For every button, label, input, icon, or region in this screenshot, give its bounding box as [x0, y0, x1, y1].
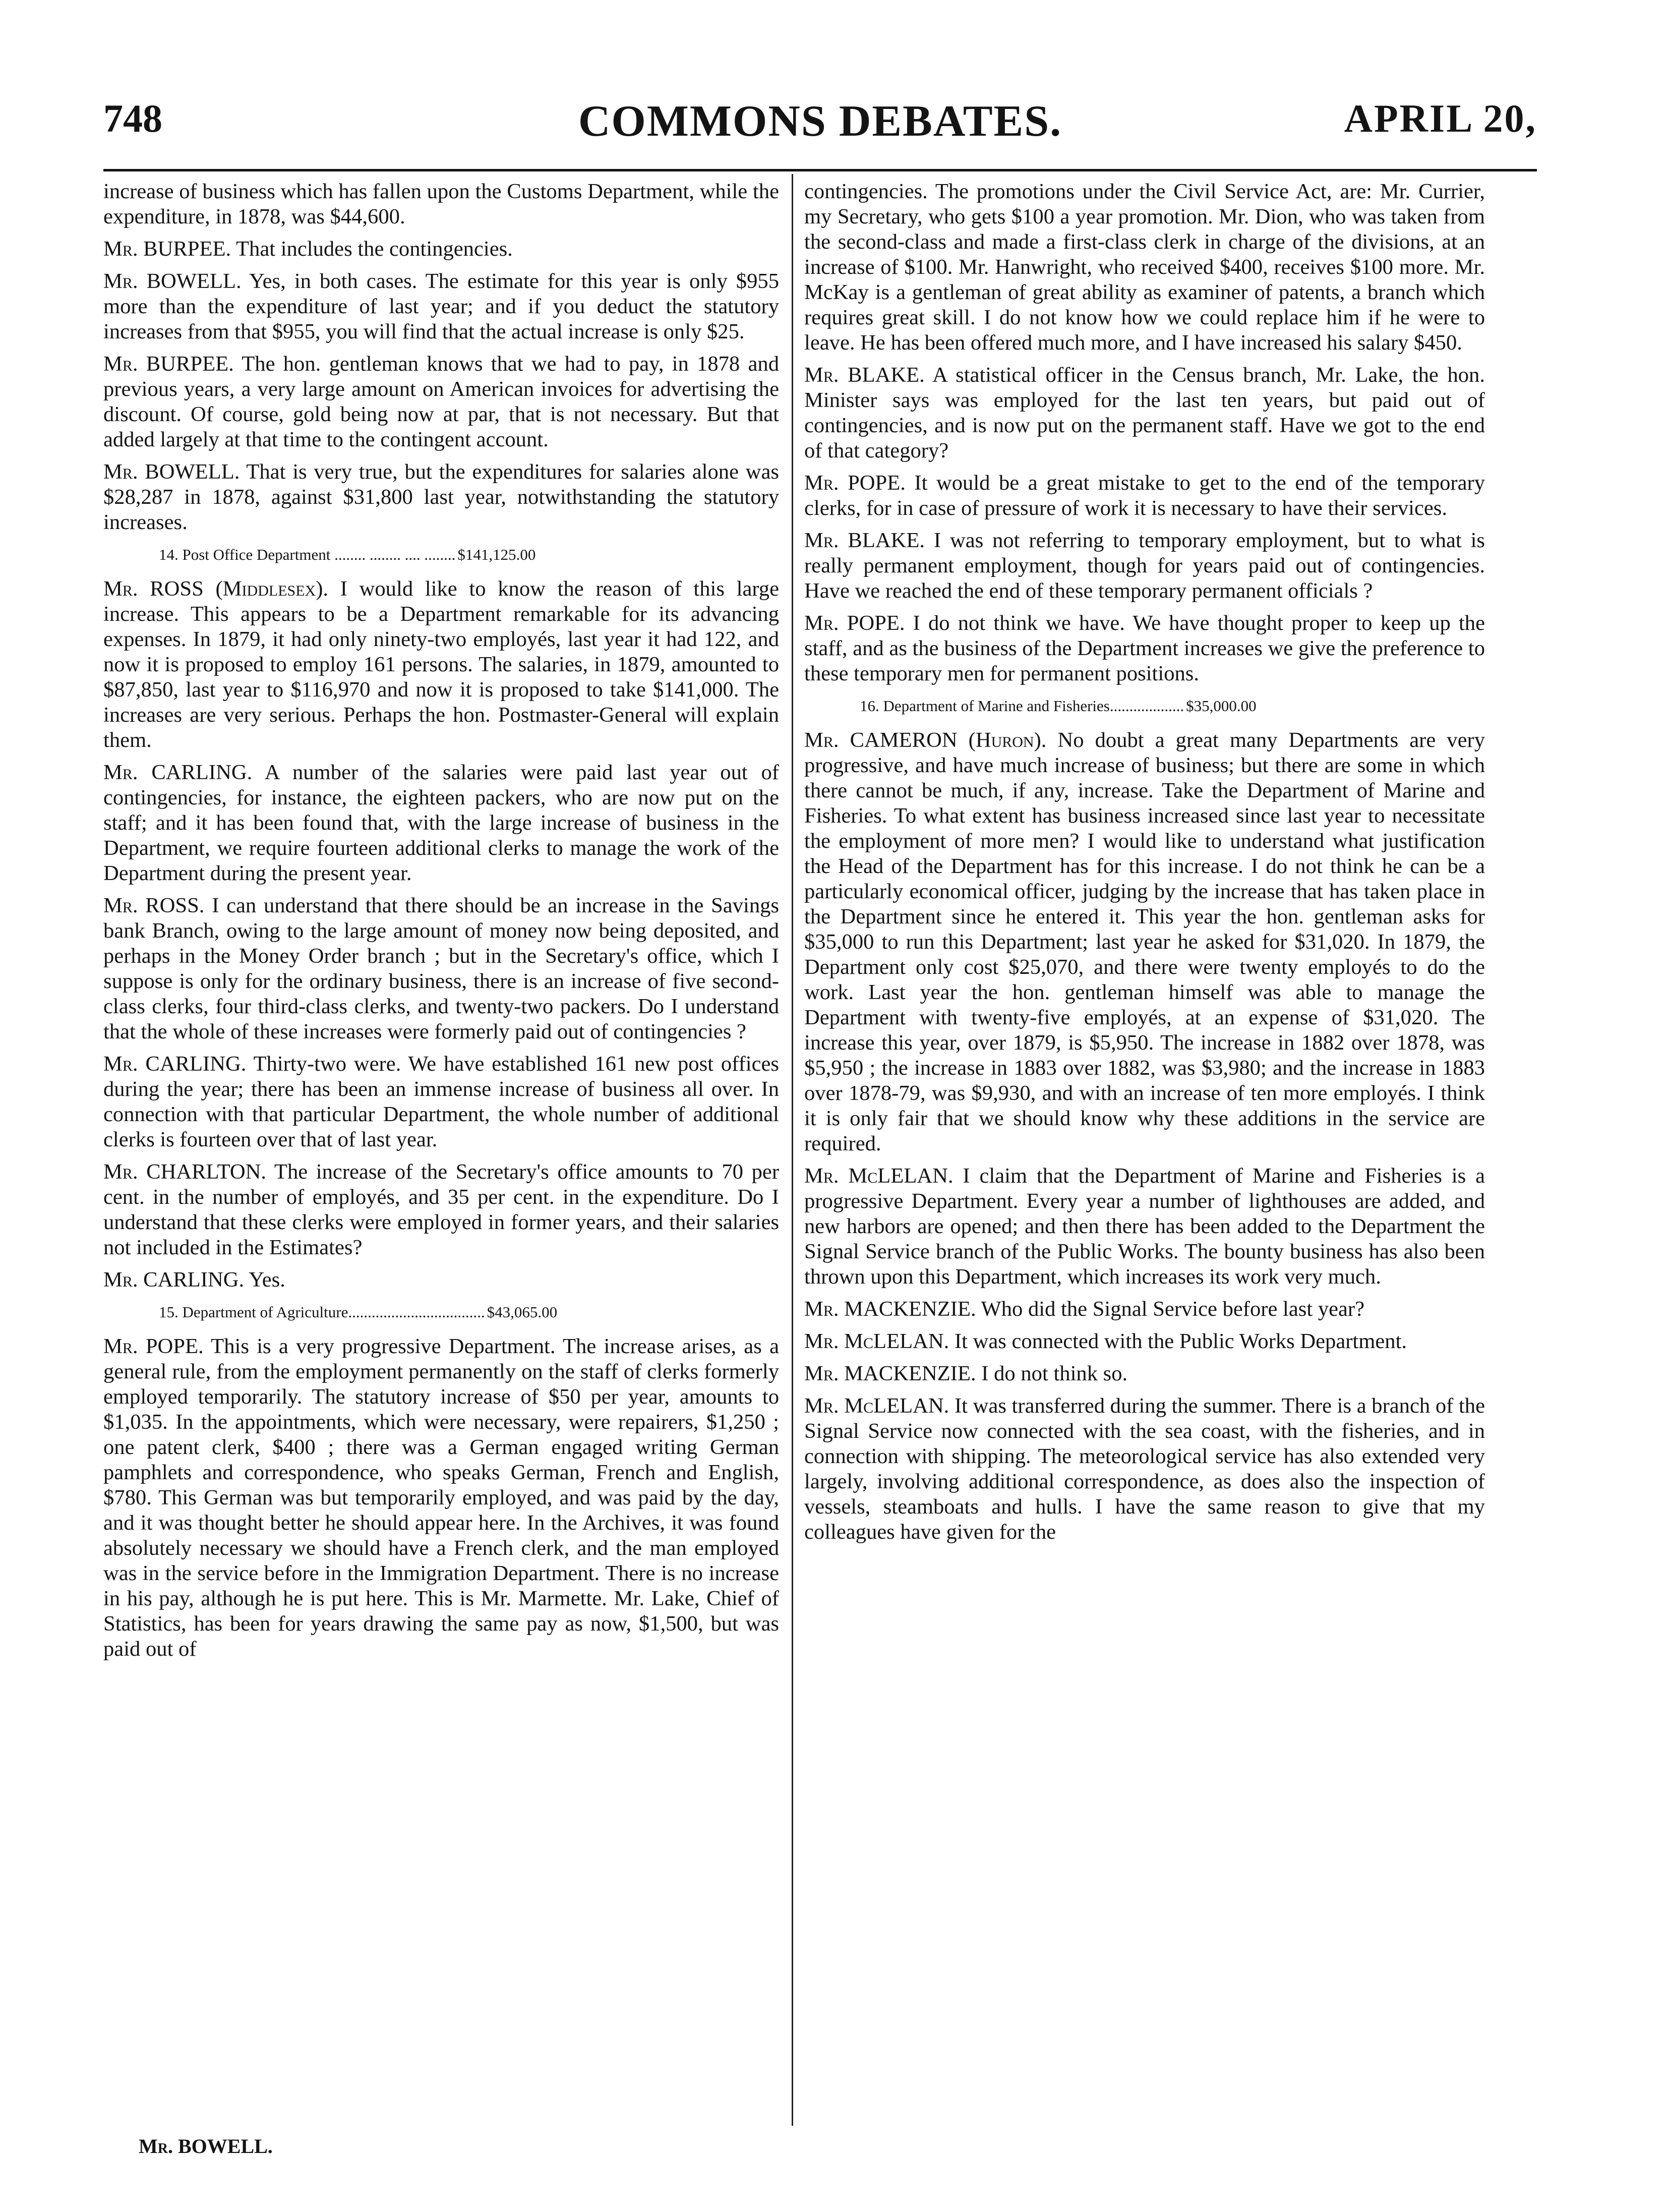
- estimate-item: [103, 1300, 779, 1325]
- speaker-name: Mr. CAMERON (Huron).: [804, 728, 1047, 752]
- speaker-name: Mr. CARLING.: [103, 1052, 247, 1076]
- speech-text: I would like to know the reason of this large increase. This appears to be a Department remarkable for its advancing expenses. In 1879, it had only ninety-two employés, last year it had 122, and now it is proposed to employ 161 persons. The salaries, in 1879, amounted to $87,850, last year to $116,970 and now it is proposed to take $141,000. The increases are very serious. Perhaps the hon. Postmaster-General will explain them.: [103, 577, 779, 752]
- speech-text: A number of the salaries were paid last year out of contingencies, for instance, the eighteen packers, who are now put on the staff; and it has been found that, with the large increase of business in the Department, we require fourteen additional clerks to manage the work of the Department during the present year.: [103, 761, 779, 885]
- speech-text: It would be a great mistake to get to the end of the temporary clerks, for in case of pressure of work it is necessary to have their services.: [804, 471, 1485, 520]
- paragraph: [804, 1393, 1485, 1545]
- speaker-name: Mr. POPE.: [804, 471, 906, 495]
- speech-text: I do not think so.: [976, 1362, 1128, 1385]
- speaker-name: Mr. CHARLTON.: [103, 1160, 267, 1184]
- paragraph: [804, 471, 1485, 521]
- estimate-label: 16. Department of Marine and Fisheries...................: [860, 697, 1184, 715]
- speech-text: Yes.: [244, 1268, 285, 1292]
- speech-text: No doubt a great many Departments are very progressive, and have much increase of business; but there are some in which there cannot be much, if any, increase. Take the Department of Marine and Fisheries. To what extent has business increased since last year to necessitate the employment of more men? I would like to understand what justification the Head of the Department has for this increase. I do not think he can be a particularly economical officer, judging by the increase that has taken place in the Department since he entered it. This year the hon. gentleman asks for $35,000 to run this Department; last year he asked for $31,020. In 1879, the Department only cost $25,070, and there were twenty employés to do the work. Last year the hon. gentleman himself was able to manage the Department with twenty-five employés, at an expense of $31,020. The increase this year, over 1879, is $5,950. The increase in 1882 over 1878, was $5,950 ; the increase in 1883 over 1882, was $3,980; and the increase in 1883 over 1878-79, was $9,930, and with an increase of ten more employés. I think it is only fair that we should know why these additions in the service are required.: [804, 728, 1485, 1155]
- speaker-name: Mr. BLAKE.: [804, 529, 925, 552]
- speaker-name: Mr. POPE.: [103, 1334, 204, 1358]
- speech-text: It was connected with the Public Works Department.: [949, 1329, 1407, 1353]
- speaker-name: Mr. ROSS.: [103, 894, 205, 917]
- estimate-label: 14. Post Office Department ........ ........ .... ........: [159, 546, 456, 563]
- paragraph: [804, 1297, 1485, 1322]
- paragraph: [103, 576, 779, 753]
- speaker-name: Mr. MACKENZIE.: [804, 1362, 976, 1385]
- speech-text: This is a very progressive Department. The increase arises, as a general rule, from the employment permanently on the staff of clerks formerly employed temporarily. The statutory increase of $50 per year, amounts to $1,035. In the appointments, which were necessary, were repairers, $1,250 ; one patent clerk, $400 ; there was a German engaged writing German pamphlets and correspondence, who speaks German, French and English, $780. This German was but temporarily employed, and was paid by the day, and it was thought better he should appear here. In the Archives, it was found absolutely necessary we should have a French clerk, and the man employed was in the service before in the Immigration Department. There is no increase in his pay, although he is put here. This is Mr. Marmette. Mr. Lake, Chief of Statistics, has been for years drawing the same pay as now, $1,500, but was paid out of: [103, 1334, 779, 1661]
- speaker-name: Mr. BLAKE.: [804, 363, 925, 387]
- speech-text: Yes, in both cases. The estimate for this year is only $955 more than the expenditure of last year; and if you deduct the statutory increases from that $955, you will find that the actual increase is only $25.: [103, 269, 779, 343]
- column-divider: [792, 174, 793, 2126]
- speech-text: I do not think we have. We have thought proper to keep up the staff, and as the business of the Department increases we give the preference to these temporary men for permanent positions.: [804, 611, 1485, 685]
- paragraph: [103, 237, 779, 262]
- speaker-name: Mr. BURPEE.: [103, 352, 234, 376]
- paragraph: [804, 1329, 1485, 1354]
- paragraph: increase of business which has fallen upon the Customs Department, while the expenditure, in 1878, was $44,600.: [103, 180, 779, 228]
- speaker-name: Mr. CARLING.: [103, 1268, 245, 1292]
- estimate-amount: $35,000.00: [1186, 697, 1257, 715]
- paragraph: contingencies. The promotions under the Civil Service Act, are: Mr. Currier, my Secretary, who gets $100 a year promotion. Mr. Dion, who was taken from the second-class and made a first-class clerk in charge of the divisions, at an increase of $100. Mr. Hanwright, who received $400, receives $100 more. Mr. McKay is a gentleman of great ability as examiner of patents, a branch which requires great skill. I do not know how we could replace him if he were to leave. He has been offered much more, and I have increased his salary $450.: [804, 180, 1485, 355]
- paragraph: [804, 528, 1485, 604]
- estimate-item: [103, 542, 779, 567]
- speaker-name: Mr. BOWELL.: [103, 460, 240, 484]
- speaker-name: Mr. CARLING.: [103, 761, 253, 784]
- estimate-amount: $141,125.00: [457, 546, 536, 563]
- paragraph: [103, 1334, 779, 1662]
- speech-text: I was not referring to temporary employment, but to what is really permanent employment, though for years paid out of contingencies. Have we reached the end of these temporary permanent officials ?: [804, 529, 1485, 603]
- speech-text: The hon. gentleman knows that we had to pay, in 1878 and previous years, a very large amount on American invoices for advertising the discount. Of course, gold being now at par, that is not necessary. But that added largely at that time to the contingent account.: [103, 352, 779, 451]
- paragraph: [804, 1361, 1485, 1386]
- date-label: APRIL 20,: [1344, 96, 1537, 140]
- speech-text: That is very true, but the expenditures for salaries alone was $28,287 in 1878, against $31,800 last year, notwithstanding the statutory increases.: [103, 460, 779, 534]
- paragraph: [103, 1159, 779, 1260]
- estimate-amount: $43,065.00: [487, 1303, 558, 1321]
- speech-text: I can understand that there should be an increase in the Savings bank Branch, owing to the large amount of money now being deposited, and perhaps in the Money Order branch ; but in the Secretary's office, which I suppose is only for the ordinary business, there is an increase of five second-class clerks, four third-class clerks, and twenty-two packers. Do I understand that the whole of these increases were formerly paid out of contingencies ?: [103, 894, 779, 1043]
- speaker-name: Mr. MACKENZIE.: [804, 1297, 976, 1321]
- paragraph: [804, 728, 1485, 1156]
- speech-text: Who did the Signal Service before last year?: [976, 1297, 1365, 1321]
- left-column: [103, 179, 779, 2131]
- right-column: [804, 179, 1485, 2131]
- estimate-item: [804, 693, 1485, 719]
- paragraph: [103, 352, 779, 452]
- speech-text: Thirty-two were. We have established 161 new post offices during the year; there has been an immense increase of business all over. In connection with that particular Department, the whole number of additional clerks is fourteen over that of last year.: [103, 1052, 779, 1151]
- speech-text: The increase of the Secretary's office amounts to 70 per cent. in the number of employés, and 35 per cent. in the expenditure. Do I understand that these clerks were employed in former years, and their salaries not included in the Estimates?: [103, 1160, 779, 1259]
- page-title: COMMONS DEBATES.: [578, 97, 1062, 146]
- paragraph: [804, 1163, 1485, 1290]
- page-number: 748: [103, 96, 162, 140]
- paragraph: [103, 893, 779, 1044]
- speaker-name: Mr. BURPEE.: [103, 237, 231, 261]
- speaker-name: Mr. McLELAN.: [804, 1329, 949, 1353]
- paragraph: [804, 363, 1485, 463]
- speaker-name: Mr. McLELAN.: [804, 1394, 949, 1418]
- estimate-label: 15. Department of Agriculture...................................: [159, 1303, 485, 1321]
- paragraph: [804, 611, 1485, 686]
- page-header: [103, 96, 1537, 159]
- speech-text: I claim that the Department of Marine and Fisheries is a progressive Department. Every year a number of lighthouses are added, and new harbors are opened; and then there has been added to the Department the Signal Service branch of the Public Works. The bounty business has also been thrown upon this Department, which increases its work very much.: [804, 1164, 1485, 1289]
- paragraph: [103, 1267, 779, 1293]
- speaker-name: Mr. McLELAN.: [804, 1164, 954, 1188]
- paragraph: [103, 760, 779, 886]
- header-rule: [103, 169, 1537, 171]
- speaker-name: Mr. POPE.: [804, 611, 905, 635]
- speaker-name: Mr. ROSS (Middlesex).: [103, 577, 329, 601]
- paragraph: [103, 269, 779, 344]
- footer-speaker-name: Mr. BOWELL.: [139, 2135, 273, 2158]
- paragraph: [103, 1052, 779, 1152]
- speaker-name: Mr. BOWELL.: [103, 269, 242, 293]
- speech-text: It was transferred during the summer. There is a branch of the Signal Service now connected with the sea coast, with the fisheries, and in connection with shipping. The meteorological service has also extended very largely, involving additional correspondence, as does also the inspection of vessels, steamboats and hulls. I have the same reason to give that my colleagues have given for the: [804, 1394, 1485, 1544]
- speech-text: A statistical officer in the Census branch, Mr. Lake, the hon. Minister says was employed for the last ten years, but paid out of contingencies, and is now put on the permanent staff. Have we got to the end of that category?: [804, 363, 1485, 462]
- paragraph: [103, 459, 779, 535]
- speech-text: That includes the contingencies.: [231, 237, 513, 261]
